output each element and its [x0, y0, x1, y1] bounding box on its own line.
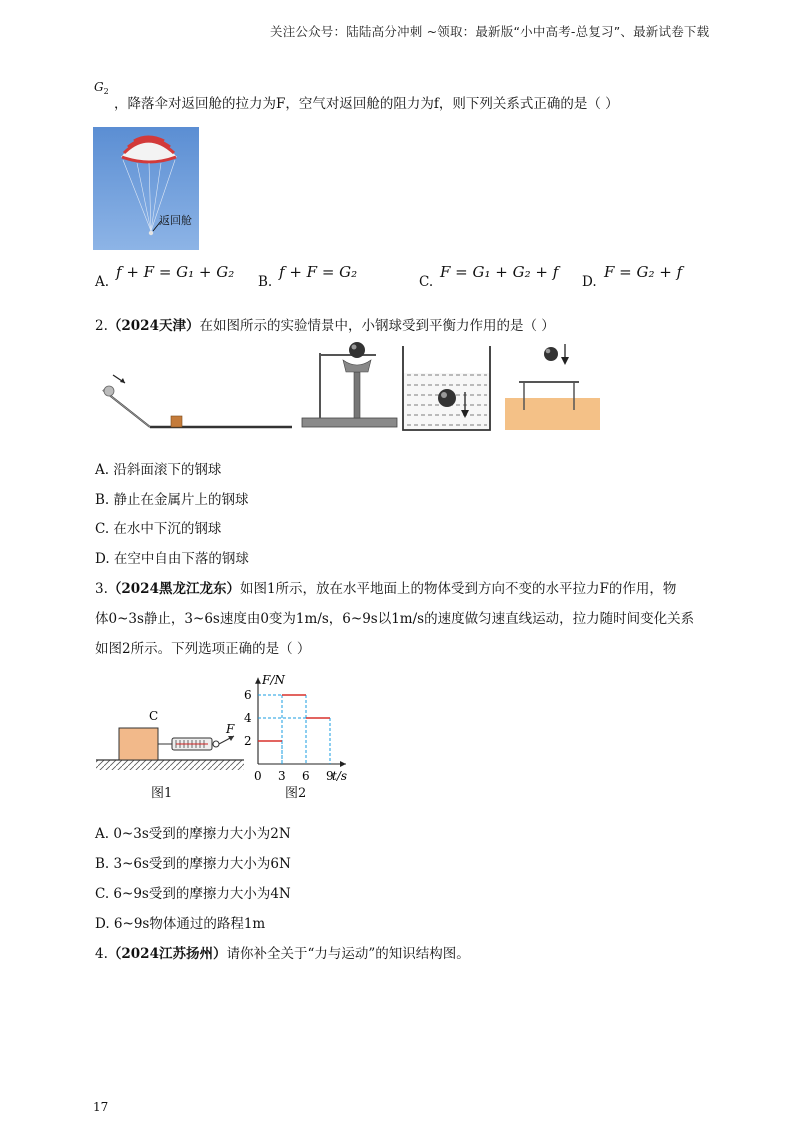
q2-figure: [95, 340, 605, 435]
q1-option-a-formula: f + F = G₁ + G₂: [116, 263, 235, 281]
q3-option-a: A. 0~3s受到的摩擦力大小为2N: [95, 826, 291, 842]
fig2-caption: 图2: [285, 786, 307, 801]
fig1-block-label: C: [149, 709, 159, 723]
q2-option-c: C. 在水中下沉的钢球: [95, 521, 222, 537]
q1-option-d-letter: D.: [582, 274, 597, 290]
q3-stem-line2: 体0~3s静止，3~6s速度由0变为1m/s，6~9s以1m/s的速度做匀速直线运动，拉力随时间变化关系: [95, 611, 695, 627]
page-header: 关注公众号：陆陆高分冲刺 ~领取：最新版“小中高考-总复习”、最新试卷下载: [270, 24, 710, 39]
y-axis-arrow: [255, 678, 261, 684]
x-tick-3: 3: [278, 769, 286, 783]
q3-stem-line1: 3.（2024黑龙江龙东）如图1所示，放在水平地面上的物体受到方向不变的水平拉力F的作用，物: [95, 581, 677, 597]
q3-option-c: C. 6~9s受到的摩擦力大小为4N: [95, 886, 291, 902]
scene-incline: [103, 375, 292, 427]
x-tick-9: 9: [326, 769, 334, 783]
scene-water: [403, 346, 490, 430]
scene-free-fall: [505, 344, 600, 430]
capsule-label: 返回舱: [159, 214, 192, 227]
page-number: 17: [93, 1100, 109, 1114]
x-axis-arrow: [340, 761, 346, 767]
y-tick-4: 4: [244, 711, 252, 725]
q3-figure2-chart: [240, 660, 400, 785]
g2-symbol: $G_2$: [94, 80, 109, 96]
scene-stand: [302, 342, 397, 427]
q4-stem-line: 4.（2024江苏扬州）请你补全关于“力与运动”的知识结构图。: [95, 946, 470, 962]
q3-option-b: B. 3~6s受到的摩擦力大小为6N: [95, 856, 291, 872]
chart-guide-lines: [258, 695, 330, 764]
q1-option-c-letter: C.: [419, 274, 434, 290]
q1-option-c-formula: F = G₁ + G₂ + f: [440, 263, 559, 281]
q3-stem-line3: 如图2所示。下列选项正确的是（ ）: [95, 641, 311, 657]
y-tick-6: 6: [244, 688, 252, 702]
fig1-caption: 图1: [151, 786, 173, 801]
q1-option-b-formula: f + F = G₂: [279, 263, 358, 281]
q1-option-a-letter: A.: [95, 274, 110, 290]
chart-tick-labels: [244, 673, 347, 783]
x-axis-label: t/s: [332, 769, 348, 783]
q3-option-d: D. 6~9s物体通过的路程1m: [95, 916, 266, 932]
q1-stem: ，降落伞对返回舱的拉力为F，空气对返回舱的阻力为f，则下列关系式正确的是（ ）: [114, 96, 619, 112]
chart-axes: [255, 678, 346, 767]
q2-stem-line: 2.（2024天津）在如图所示的实验情景中，小钢球受到平衡力作用的是（ ）: [95, 318, 555, 334]
parachute-capsule-image: [93, 127, 199, 250]
q2-option-a: A. 沿斜面滚下的钢球: [95, 462, 222, 478]
q2-option-b: B. 静止在金属片上的钢球: [95, 492, 249, 508]
q1-option-b-letter: B.: [258, 274, 273, 290]
capsule: [149, 231, 153, 235]
q2-option-d: D. 在空中自由下落的钢球: [95, 551, 249, 567]
y-tick-2: 2: [244, 734, 252, 748]
x-tick-6: 6: [302, 769, 310, 783]
fig1-force-label: F: [226, 722, 235, 736]
y-axis-label: F/N: [262, 672, 285, 687]
x-tick-0: 0: [254, 769, 262, 783]
q1-option-d-formula: F = G₂ + f: [604, 263, 683, 281]
